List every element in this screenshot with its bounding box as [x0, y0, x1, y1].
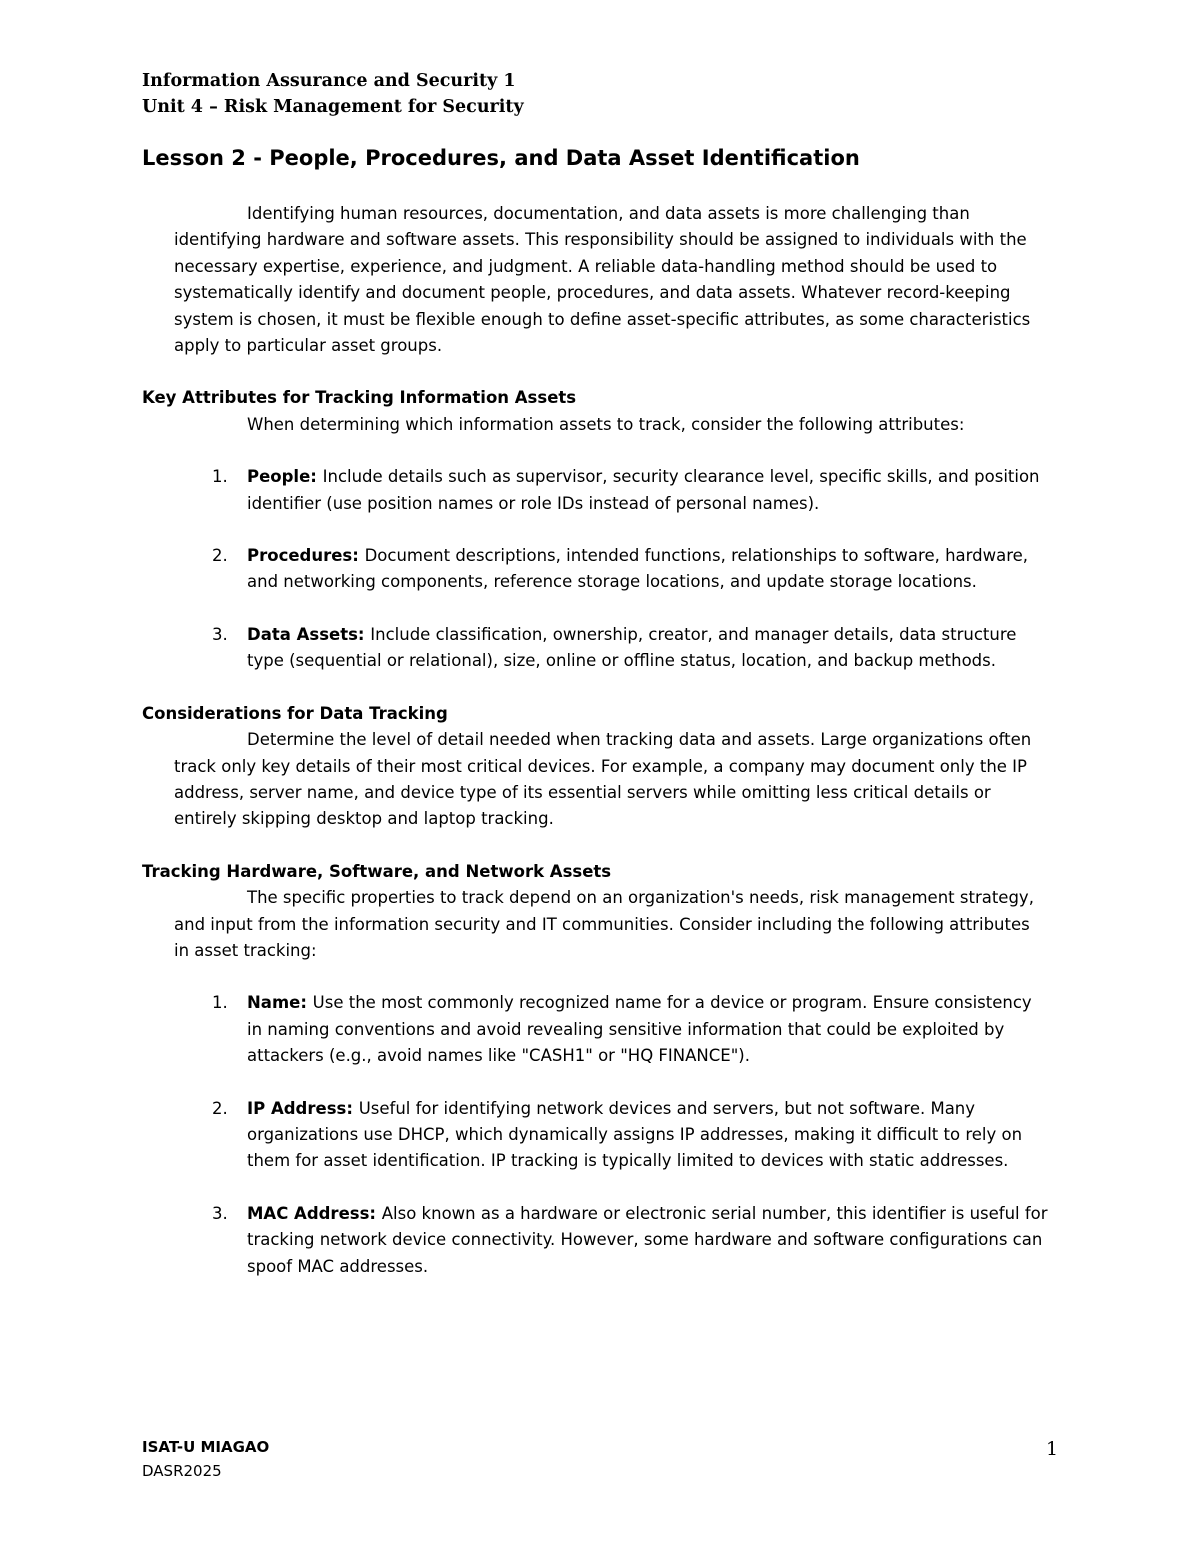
page-number: 1 — [1046, 1438, 1059, 1460]
section-heading: Tracking Hardware, Software, and Network Assets — [142, 861, 612, 881]
list-item — [174, 464, 1049, 517]
section-heading: Key Attributes for Tracking Information Assets — [142, 388, 577, 408]
list-text: Use the most commonly recognized name for a device or program. Ensure consistency in naming conventions and avoid revealing sensitive information that could be exploited by attackers (e.g., avoid names like "CASH1" or "HQ FINANCE"). — [247, 993, 1032, 1066]
list-item — [174, 543, 1049, 596]
list-number: 2. — [212, 546, 228, 566]
footer-code: DASR2025 — [142, 1462, 222, 1480]
section-lead: Determine the level of detail needed when tracking data and assets. Large organizations often track only key details of their most critical devices. For example, a company may document only the IP address, server name, and device type of its essential servers while omitting less critical details or entirely skipping desktop and laptop tracking. — [174, 730, 1032, 829]
attribute-list — [174, 464, 1049, 674]
list-text: Useful for identifying network devices and servers, but not software. Many organizations use DHCP, which dynamically assigns IP addresses, making it difficult to rely on them for asset identification. IP tracking is typically limited to devices with static addresses. — [247, 1098, 1023, 1171]
lesson-title: Lesson 2 - People, Procedures, and Data Asset Identification — [142, 146, 860, 170]
list-term: People: — [247, 467, 323, 487]
course-title: Information Assurance and Security 1 — [142, 71, 516, 91]
list-item — [174, 990, 1049, 1069]
list-term: IP Address: — [247, 1098, 359, 1118]
section-lead: When determining which information assets to track, consider the following attributes: — [247, 414, 965, 434]
list-number: 3. — [212, 624, 228, 644]
list-text: Include classification, ownership, creator, and manager details, data structure type (sequential or relational), size, online or offline status, location, and backup methods. — [247, 624, 1017, 671]
list-text: Document descriptions, intended functions, relationships to software, hardware, and networking components, reference storage locations, and update storage locations. — [247, 546, 1029, 592]
list-number: 3. — [212, 1203, 228, 1223]
intro-paragraph: Identifying human resources, documentation, and data assets is more challenging than identifying hardware and software assets. This responsibility should be assigned to individuals with the necessary expertise, experience, and judgment. A reliable data-handling method should be used to systematically identify and document people, procedures, and data assets. Whatever record-keeping system is chosen, it must be flexible enough to define asset-specific attributes, as some characteristics apply to particular asset groups. — [174, 204, 1031, 356]
page-footer — [142, 1435, 269, 1483]
list-term: Data Assets: — [247, 624, 371, 644]
document-body — [142, 201, 1049, 1280]
attribute-list — [174, 990, 1049, 1280]
list-text: Also known as a hardware or electronic serial number, this identifier is useful for tracking network device connectivity. However, some hardware and software configurations can spoof MAC addresses. — [247, 1203, 1048, 1276]
unit-title: Unit 4 – Risk Management for Security — [142, 97, 524, 117]
page-header — [142, 68, 524, 120]
list-item — [174, 1096, 1049, 1175]
list-term: Name: — [247, 993, 313, 1013]
list-number: 1. — [212, 993, 228, 1013]
list-item — [174, 622, 1049, 675]
section-heading: Considerations for Data Tracking — [142, 703, 448, 723]
list-term: MAC Address: — [247, 1203, 382, 1223]
list-number: 2. — [212, 1098, 228, 1118]
list-number: 1. — [212, 467, 228, 487]
list-item — [174, 1201, 1049, 1280]
list-text: Include details such as supervisor, security clearance level, specific skills, and position identifier (use position names or role IDs instead of personal names). — [247, 467, 1040, 513]
list-term: Procedures: — [247, 546, 365, 566]
section-lead: The specific properties to track depend on an organization's needs, risk management strategy, and input from the information security and IT communities. Consider including the following attributes in asset tracking: — [174, 888, 1034, 960]
footer-school: ISAT-U MIAGAO — [142, 1438, 270, 1456]
